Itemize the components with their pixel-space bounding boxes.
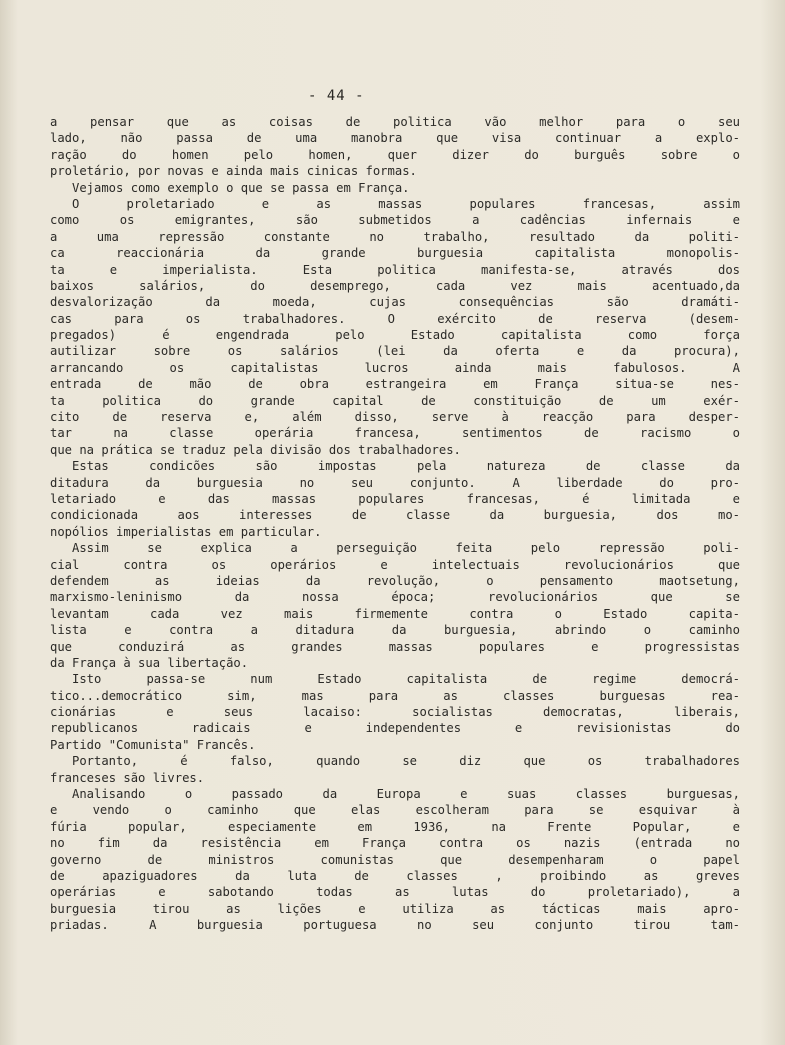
text-line: O proletariado e as massas populares francesas, assim xyxy=(72,196,740,211)
text-line: Analisando o passado da Europa e suas classes burguesas, xyxy=(72,787,740,802)
text-line: a uma repressão constante no trabalho, resultado da politi- xyxy=(50,229,740,244)
text-line: ta e imperialista. Esta politica manifesta-se, através dos xyxy=(50,262,740,277)
text-line: tico...democrático sim, mas para as classes burguesas rea- xyxy=(50,688,740,703)
text-line: Assim se explica a perseguição feita pelo repressão poli- xyxy=(72,541,740,556)
text-line: cial contra os operários e intelectuais revolucionários que xyxy=(50,557,740,572)
text-line: como os emigrantes, são submetidos a cadências infernais e xyxy=(50,213,740,228)
text-line: nopólios imperialistas em particular. xyxy=(50,524,322,539)
text-line: cionárias e seus lacaiso: socialistas democratas, liberais, xyxy=(50,705,740,720)
text-line: fúria popular, especiamente em 1936, na Frente Popular, e xyxy=(50,819,740,834)
text-line: burguesia tirou as lições e utiliza as tácticas mais apro- xyxy=(50,901,740,916)
text-line: Portanto, é falso, quando se diz que os trabalhadores xyxy=(72,754,740,769)
text-line: desvalorização da moeda, cujas consequências são dramáti- xyxy=(50,295,740,310)
text-line: levantam cada vez mais firmemente contra o Estado capita- xyxy=(50,606,740,621)
text-line: republicanos radicais e independentes e revisionistas do xyxy=(50,721,740,736)
text-line: lista e contra a ditadura da burguesia, abrindo o caminho xyxy=(50,623,740,638)
text-line: no fim da resistência em França contra os nazis (entrada no xyxy=(50,836,740,851)
text-line: arrancando os capitalistas lucros ainda mais fabulosos. A xyxy=(50,360,740,375)
text-line: cito de reserva e, além disso, serve à reacção para desper- xyxy=(50,410,740,425)
text-line: ração do homen pelo homen, quer dizer do burguês sobre o xyxy=(50,147,740,162)
text-line: autilizar sobre os salários (lei da oferta e da procura), xyxy=(50,344,740,359)
text-line: defendem as ideias da revolução, o pensamento maotsetung, xyxy=(50,573,740,588)
text-line: condicionada aos interesses de classe da burguesia, dos mo- xyxy=(50,508,740,523)
text-line: operárias e sabotando todas as lutas do proletariado), a xyxy=(50,885,740,900)
text-line: baixos salários, do desemprego, cada vez mais acentuado,da xyxy=(50,278,740,293)
text-line: letariado e das massas populares francesas, é limitada e xyxy=(50,491,740,506)
text-line: Isto passa-se num Estado capitalista de regime democrá- xyxy=(72,672,740,687)
text-line: proletário, por novas e ainda mais cinicas formas. xyxy=(50,164,417,179)
text-line: tar na classe operária francesa, sentimentos de racismo o xyxy=(50,426,740,441)
text-line: Estas condicões são impostas pela natureza de classe da xyxy=(72,459,740,474)
text-line: ditadura da burguesia no seu conjunto. A liberdade do pro- xyxy=(50,475,740,490)
text-line: da França à sua libertação. xyxy=(50,655,249,670)
text-line: que na prática se traduz pela divisão dos trabalhadores. xyxy=(50,442,461,457)
text-line: Vejamos como exemplo o que se passa em França. xyxy=(72,180,410,195)
text-line: de apaziguadores da luta de classes , proibindo as greves xyxy=(50,868,740,883)
text-line: a pensar que as coisas de politica vão melhor para o seu xyxy=(50,115,740,129)
text-line: pregados) é engendrada pelo Estado capitalista como força xyxy=(50,328,740,343)
text-line: franceses são livres. xyxy=(50,770,205,785)
text-line: cas para os trabalhadores. O exército de reserva (desem- xyxy=(50,311,740,326)
text-line: ta politica do grande capital de constituição de um exér- xyxy=(50,393,740,408)
page-number: - 44 - xyxy=(308,88,365,104)
text-line: entrada de mão de obra estrangeira em França situa-se nes- xyxy=(50,377,740,392)
text-line: marxismo-leninismo da nossa época; revolucionários que se xyxy=(50,590,740,605)
text-line: lado, não passa de uma manobra que visa continuar a explo- xyxy=(50,131,740,146)
text-line: ca reaccionária da grande burguesia capitalista monopolis- xyxy=(50,246,740,261)
text-line: Partido "Comunista" Francês. xyxy=(50,737,256,752)
text-line: que conduzirá as grandes massas populares e progressistas xyxy=(50,639,740,654)
text-line: governo de ministros comunistas que desempenharam o papel xyxy=(50,852,740,867)
text-line: e vendo o caminho que elas escolheram para se esquivar à xyxy=(50,803,740,818)
text-line: priadas. A burguesia portuguesa no seu conjunto tirou tam- xyxy=(50,918,740,933)
body-text xyxy=(50,114,740,934)
